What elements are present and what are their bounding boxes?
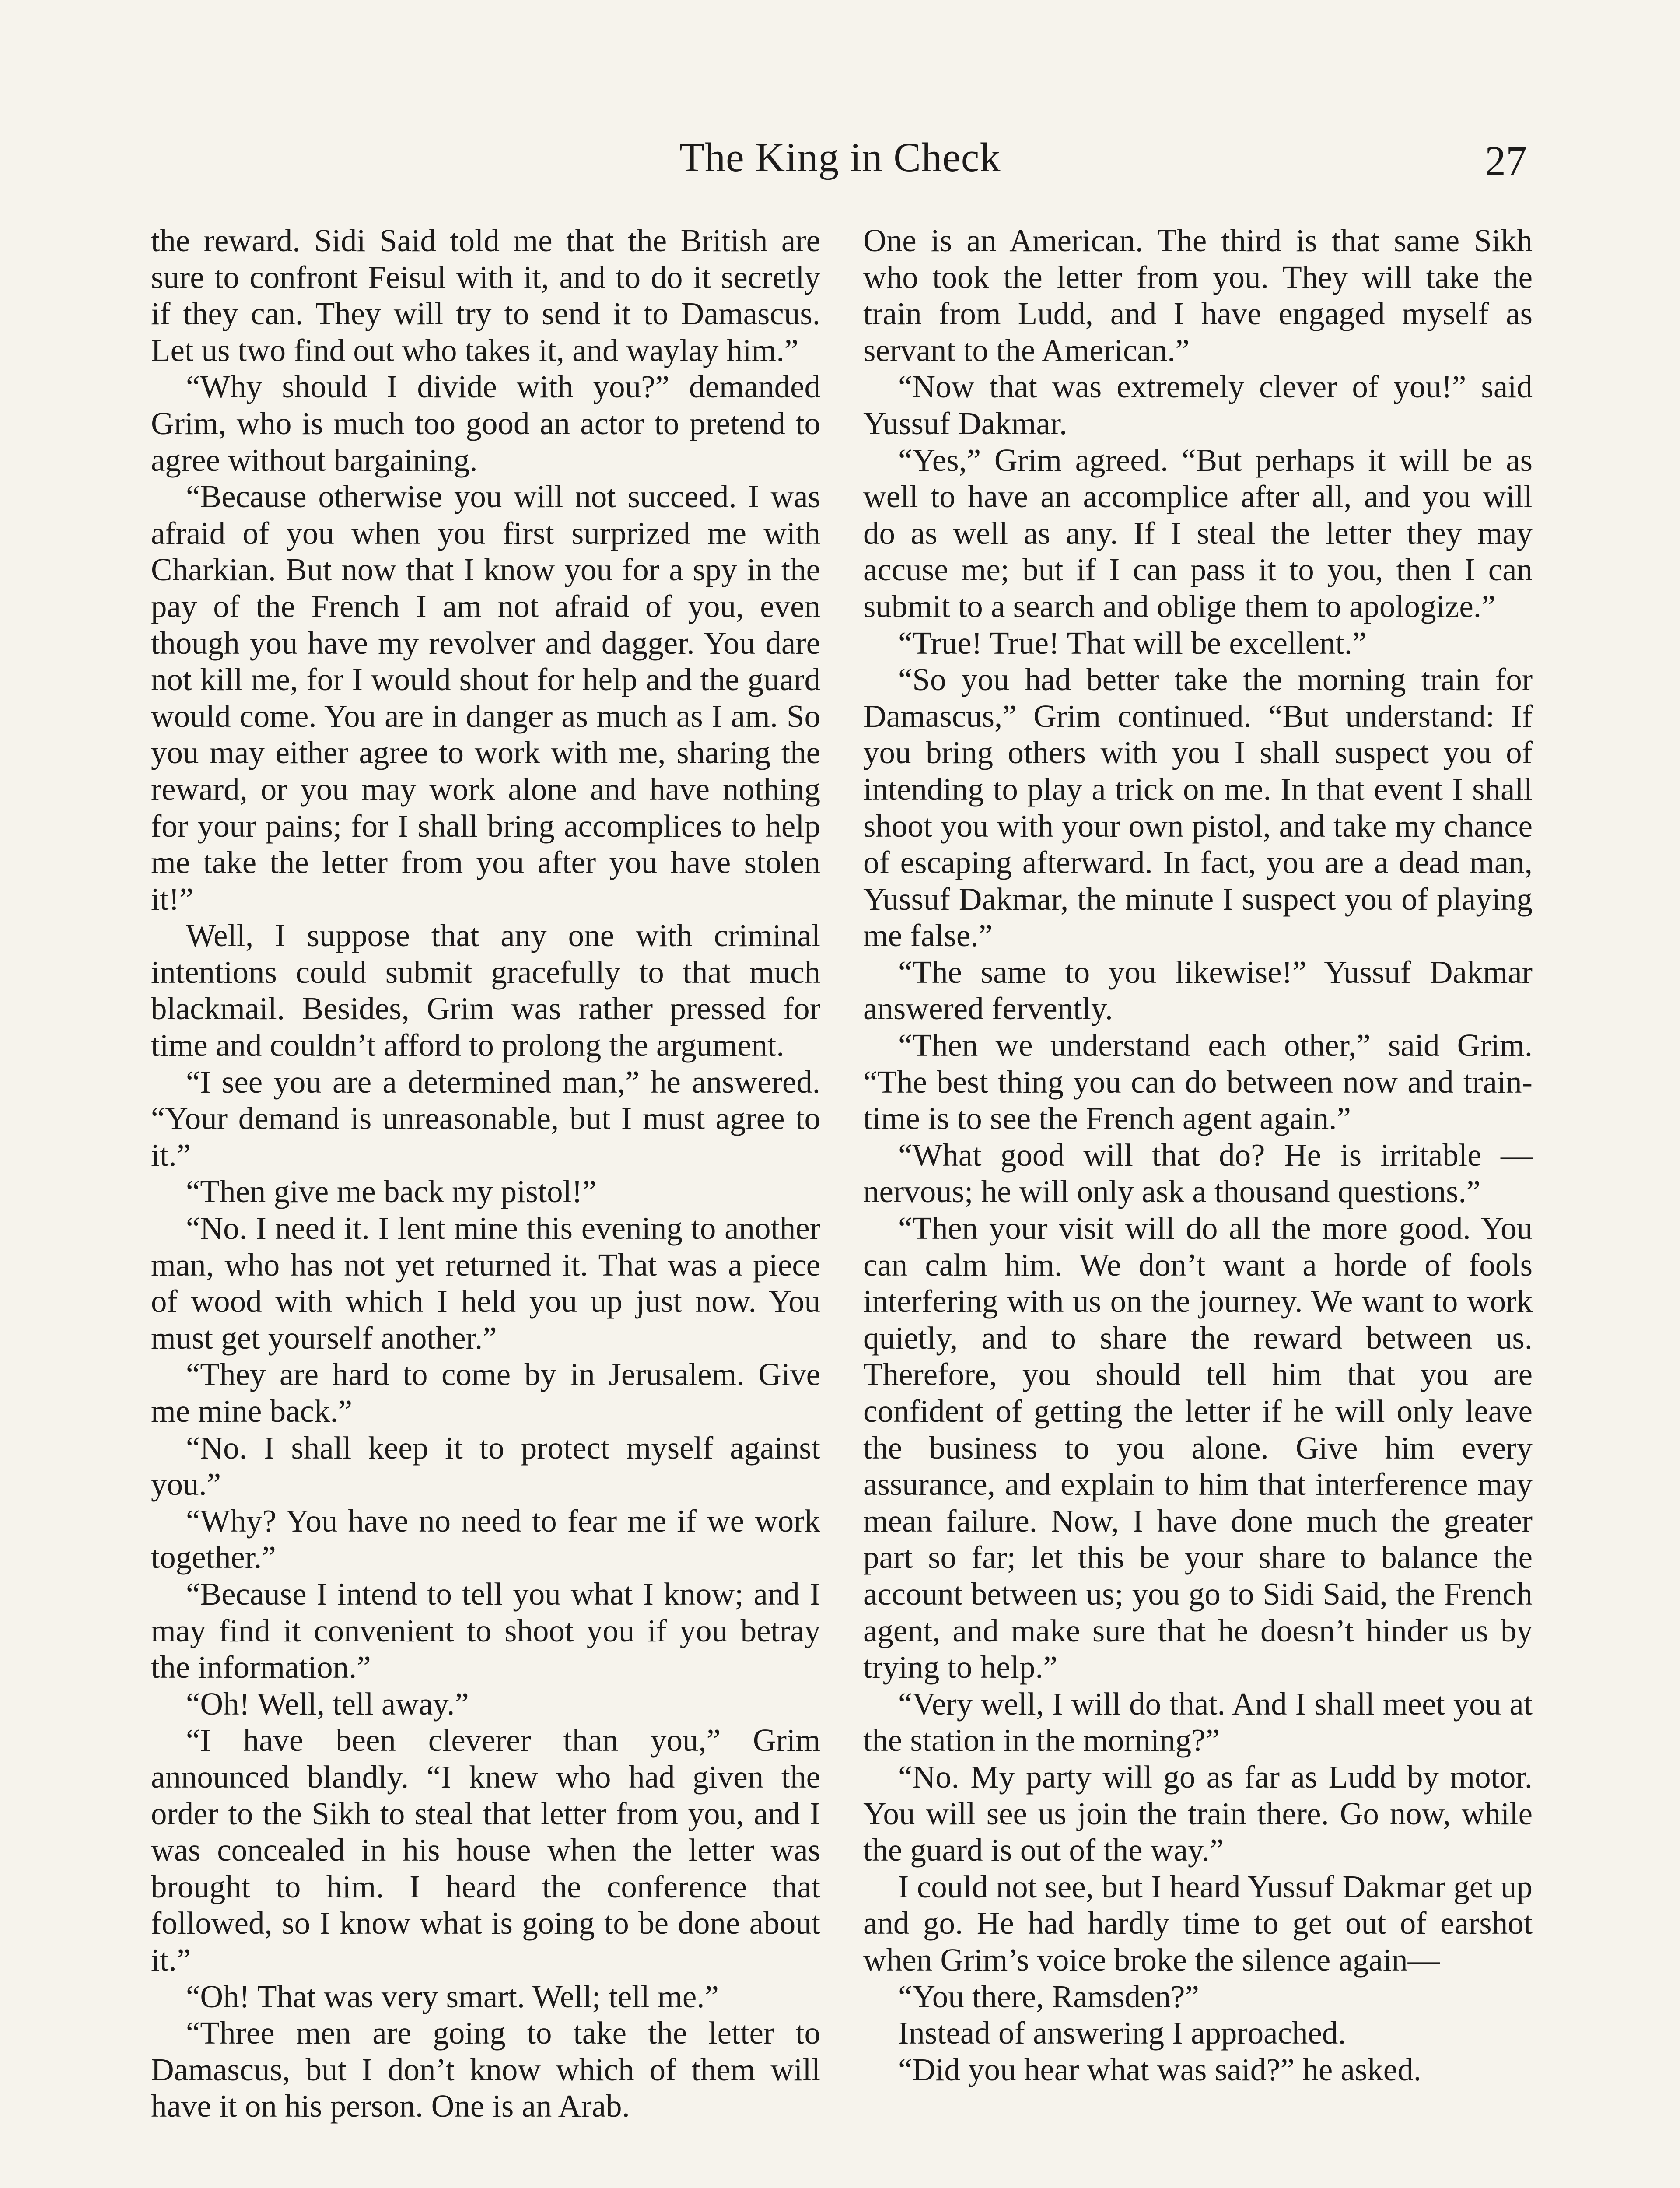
right-text-column	[863, 222, 1533, 2088]
paragraph: “Yes,” Grim agreed. “But perhaps it will be as well to have an accomplice after all, and you will do as well as any. If I steal the letter they may accuse me; but if I can pass it to you, then I can submit to a search and oblige them to apologize.”	[863, 442, 1533, 624]
running-title: The King in Check	[679, 135, 1001, 180]
paragraph: “No. My party will go as far as Ludd by motor. You will see us join the train there. Go now, while the guard is out of the way.”	[863, 1759, 1533, 1868]
paragraph: “What good will that do? He is irritable —nervous; he will only ask a thousand questions.”	[863, 1137, 1533, 1210]
paragraph: “True! True! That will be excellent.”	[898, 625, 1367, 661]
paragraph: One is an American. The third is that same Sikh who took the letter from you. They will take the train from Ludd, and I have engaged myself as servant to the American.”	[863, 223, 1533, 368]
paragraph: “No. I need it. I lent mine this evening to another man, who has not yet returned it. That was a piece of wood with which I held you up just now. You must get yourself another.”	[151, 1210, 820, 1356]
paragraph: Instead of answering I approached.	[898, 2015, 1346, 2051]
paragraph: the reward. Sidi Said told me that the British are sure to confront Feisul with it, and to do it secretly if they can. They will try to send it to Damascus. Let us two find out who takes it, and waylay him.”	[151, 223, 820, 368]
paragraph: Well, I suppose that any one with criminal intentions could submit gracefully to that much blackmail. Besides, Grim was rather pressed for time and couldn’t afford to prolong the argument.	[151, 918, 820, 1063]
paragraph: “Why should I divide with you?” demanded Grim, who is much too good an actor to pretend to agree without bargaining.	[151, 369, 820, 478]
left-text-column	[151, 222, 820, 2125]
paragraph: “Because I intend to tell you what I know; and I may find it convenient to shoot you if you betray the information.”	[151, 1576, 820, 1685]
paragraph: “Now that was extremely clever of you!” said Yussuf Dakmar.	[863, 369, 1533, 441]
paragraph: “Oh! Well, tell away.”	[186, 1686, 469, 1722]
paragraph: “Did you hear what was said?” he asked.	[898, 2051, 1421, 2087]
paragraph: “They are hard to come by in Jerusalem. Give me mine back.”	[151, 1357, 820, 1429]
paragraph: “Very well, I will do that. And I shall meet you at the station in the morning?”	[863, 1686, 1533, 1758]
paragraph: “Why? You have no need to fear me if we work together.”	[151, 1503, 820, 1575]
paragraph: “Then we understand each other,” said Grim. “The best thing you can do between now and train-time is to see the French agent again.”	[863, 1027, 1533, 1136]
paragraph: “Oh! That was very smart. Well; tell me.”	[186, 1978, 719, 2014]
running-header	[0, 127, 1680, 188]
paragraph: “Three men are going to take the letter to Damascus, but I don’t know which of them will have it on his person. One is an Arab.	[151, 2015, 820, 2124]
paragraph: “Because otherwise you will not succeed. I was afraid of you when you first surprized me with Charkian. But now that I know you for a spy in the pay of the French I am not afraid of you, even though you have my revolver and dagger. You dare not kill me, for I would shout for help and the guard would come. You are in danger as much as I am. So you may either agree to work with me, sharing the reward, or you may work alone and have nothing for your pains; for I shall bring accomplices to help me take the letter from you after you have stolen it!”	[151, 479, 820, 917]
paragraph: “I have been cleverer than you,” Grim announced blandly. “I knew who had given the order to the Sikh to steal that letter from you, and I was concealed in his house when the letter was brought to him. I heard the conference that followed, so I know what is going to be done about it.”	[151, 1722, 820, 1978]
paragraph: “Then your visit will do all the more good. You can calm him. We don’t want a horde of fools interfering with us on the journey. We want to work quietly, and to share the reward between us. Therefore, you should tell him that you are confident of getting the letter if he will only leave the business to you alone. Give him every assurance, and explain to him that interference may mean failure. Now, I have done much the greater part so far; let this be your share to balance the account between us; you go to Sidi Said, the French agent, and make sure that he doesn’t hinder us by trying to help.”	[863, 1210, 1533, 1685]
paragraph: “So you had better take the morning train for Damascus,” Grim continued. “But understand: If you bring others with you I shall suspect you of intending to play a trick on me. In that event I shall shoot you with your own pistol, and take my chance of escaping afterward. In fact, you are a dead man, Yussuf Dakmar, the minute I suspect you of playing me false.”	[863, 662, 1533, 954]
paragraph: “The same to you likewise!” Yussuf Dakmar answered fervently.	[863, 954, 1533, 1027]
paragraph: “I see you are a determined man,” he answered. “Your demand is unreasonable, but I must agree to it.”	[151, 1064, 820, 1173]
paragraph: “Then give me back my pistol!”	[186, 1174, 597, 1210]
paragraph: “You there, Ramsden?”	[898, 1978, 1199, 2014]
page-number: 27	[1485, 137, 1527, 184]
paragraph: “No. I shall keep it to protect myself against you.”	[151, 1430, 820, 1502]
paragraph: I could not see, but I heard Yussuf Dakmar get up and go. He had hardly time to get out of earshot when Grim’s voice broke the silence again—	[863, 1869, 1533, 1978]
